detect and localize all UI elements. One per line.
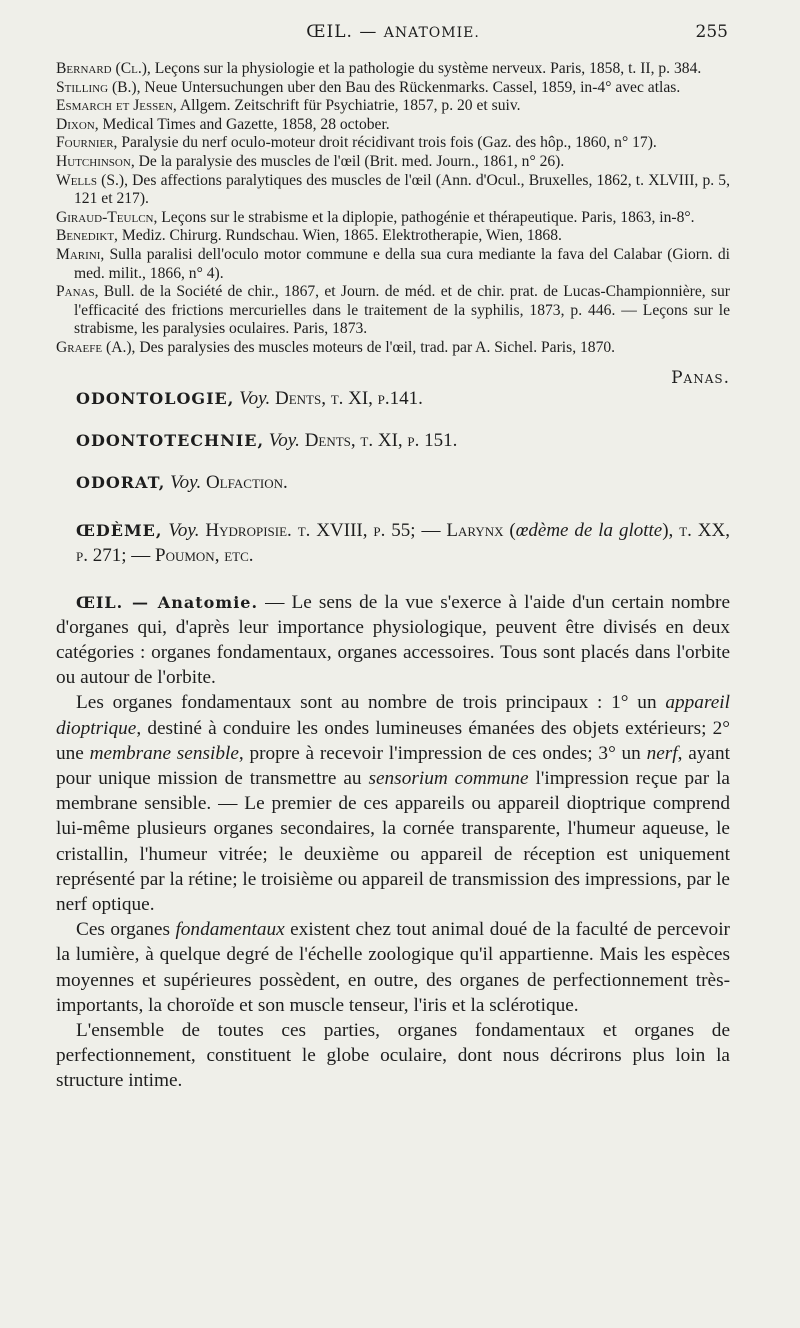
entry-crossref: ), t. XX, p. 271; — Poumon, etc. <box>76 519 731 566</box>
reference-item <box>56 339 730 358</box>
paragraph-text: existent chez tout animal doué de la faculté de percevoir la lumière, à quelque degré de l'échelle zoologique qu'il appartienne. Mais les espèces moyennes et supérieures possèdent, en outre, des organes de perfectionnement très-importants, la choroïde et son muscle tenseur, l'iris et la sclérotique. <box>56 919 730 1016</box>
reference-text: Des affections paralytiques des muscles de l'œil (Ann. d'Ocul., Bruxelles, 1862, t. XLVIII, p. 5, 121 et 217). <box>74 171 730 208</box>
paragraph-term: fondamentaux <box>175 919 285 941</box>
reference-item <box>56 60 730 79</box>
paragraph-text: l'impression reçue par la membrane sensible. — Le premier de ces appareils ou appareil dioptrique comprend lui-même plusieurs organes secondaires, la cornée transparente, l'humeur aqueuse, le cristallin, l'humeur vitrée; le deuxième ou appareil de réception est uniquement représenté par la rétine; le troisième ou appareil de transmission des impressions, par le nerf optique. <box>56 767 730 915</box>
reference-text: Medical Times and Gazette, 1858, 28 october. <box>98 115 390 133</box>
reference-author: Fournier, <box>56 134 118 152</box>
paragraph-text: , ayant pour unique mission de transmettre au <box>56 742 730 789</box>
article-body <box>56 590 730 1094</box>
entry-voy: Voy. <box>168 519 200 541</box>
entry-voy: Voy. <box>239 387 271 409</box>
reference-author: Graefe (A.), <box>56 338 136 356</box>
header-title-main: ŒIL. <box>306 22 353 42</box>
reference-text: Sulla paralisi dell'oculo motor commune e della sua cura mediante la fava del Calabar (Giorn. di med. milit., 1866, n° 4). <box>74 245 730 282</box>
reference-author: Hutchinson, <box>56 152 135 170</box>
header-dash: — <box>359 22 378 42</box>
reference-text: Leçons sur la physiologie et la pathologie du système nerveux. Paris, 1858, t. II, p. 384. <box>150 60 702 77</box>
article-paragraph <box>56 917 730 1018</box>
reference-item <box>56 209 730 228</box>
entry-keyword: ODONTOTECHNIE, <box>76 430 265 450</box>
entry-crossref: Olfaction. <box>205 471 288 493</box>
reference-text: Mediz. Chirurg. Rundschau. Wien, 1865. Elektrotherapie, Wien, 1868. <box>117 227 562 245</box>
reference-text: Paralysie du nerf oculo-moteur droit récidivant trois fois (Gaz. des hôp., 1860, n° 17). <box>117 134 657 152</box>
reference-author: Benedikt, <box>56 227 118 245</box>
entry-crossref-italic: œdème de la glotte <box>515 519 663 541</box>
header-title <box>56 22 730 42</box>
article-paragraph <box>56 690 730 917</box>
entry-keyword: ŒDÈME, <box>76 520 163 540</box>
reference-text: Des paralysies des muscles moteurs de l'œil, trad. par A. Sichel. Paris, 1870. <box>135 338 616 356</box>
entry-keyword: ODONTOLOGIE, <box>76 388 235 408</box>
bibliography <box>56 60 730 358</box>
reference-item <box>56 227 730 246</box>
reference-item <box>56 283 730 339</box>
reference-author: Stilling (B.), <box>56 78 141 96</box>
reference-item <box>56 97 730 116</box>
paragraph-term: nerf <box>646 742 678 764</box>
page-number: 255 <box>695 22 728 42</box>
paragraph-text: , destiné à conduire les ondes lumineuses émanées des objets extérieurs; 2° une <box>56 717 730 764</box>
page <box>56 22 730 1094</box>
reference-item <box>56 134 730 153</box>
reference-author: Giraud-Teulcn, <box>56 208 158 226</box>
reference-author: Esmarch et Jessen, <box>56 97 177 115</box>
article-paragraph <box>56 1018 730 1094</box>
paragraph-term: sensorium commune <box>368 767 529 789</box>
entry-odontologie <box>76 388 730 410</box>
reference-item <box>56 246 730 283</box>
reference-text: Neue Untersuchungen uber den Bau des Rückenmarks. Cassel, 1859, in-4° avec atlas. <box>140 78 681 96</box>
paragraph-text: Ces organes <box>76 919 176 941</box>
reference-text: Bull. de la Société de chir., 1867, et Journ. de méd. et de chir. prat. de Lucas-Championnière, sur l'efficacité des frictions mercurielles dans le traitement de la syphilis, 1873, p. 446. — Leçons sur le strabisme, les paralysies oculaires. Paris, 1873. <box>74 283 730 338</box>
paragraph-text: Les organes fondamentaux sont au nombre de trois principaux : 1° un <box>76 692 666 714</box>
author-signature: Panas. <box>671 367 730 388</box>
running-header <box>56 22 730 48</box>
reference-item <box>56 116 730 135</box>
reference-item <box>56 153 730 172</box>
entry-odontotechnie <box>76 430 730 452</box>
reference-text: Leçons sur le strabisme et la diplopie, pathogénie et thérapeutique. Paris, 1863, in-8°. <box>157 208 695 226</box>
entry-oedeme <box>76 518 730 568</box>
reference-item <box>56 172 730 209</box>
paragraph-term: membrane sensible <box>89 742 239 764</box>
paragraph-text: , propre à recevoir l'impression de ces ondes; 3° un <box>238 742 647 764</box>
entry-odorat <box>76 472 730 494</box>
entry-keyword: ODORAT, <box>76 472 166 492</box>
reference-author: Bernard (Cl.), <box>56 60 151 77</box>
entry-crossref: Dents, t. XI, p.141. <box>274 387 423 409</box>
article-heading: ŒIL. — Anatomie. <box>76 592 259 612</box>
entry-crossref: Dents, t. XI, p. 151. <box>304 429 458 451</box>
reference-author: Wells (S.), <box>56 171 129 189</box>
entry-voy: Voy. <box>268 429 300 451</box>
reference-text: Allgem. Zeitschrift für Psychiatrie, 1857, p. 20 et suiv. <box>176 97 521 115</box>
paragraph-text: L'ensemble de toutes ces parties, organes fondamentaux et organes de perfectionnement, constituent le globe oculaire, dont nous décrirons plus loin la structure intime. <box>56 1019 730 1092</box>
header-title-sub: ANATOMIE. <box>383 25 480 41</box>
article-paragraph <box>56 590 730 691</box>
reference-author: Dixon, <box>56 115 99 133</box>
reference-author: Panas, <box>56 283 99 301</box>
reference-text: De la paralysie des muscles de l'œil (Brit. med. Journ., 1861, n° 26). <box>134 152 565 170</box>
reference-item <box>56 79 730 98</box>
reference-author: Marini, <box>56 245 105 263</box>
entry-crossref: Hydropisie. t. XVIII, p. 55; — Larynx ( <box>205 519 516 541</box>
entry-voy: Voy. <box>170 471 202 493</box>
paragraph-term: appareil dioptrique <box>56 692 730 739</box>
paragraph-text: — Le sens de la vue s'exerce à l'aide d'un certain nombre d'organes qui, d'après leur importance physiologique, peuvent être divisés en deux catégories : organes fondamentaux, organes accessoires. Tous sont placés dans l'orbite ou autour de l'orbite. <box>56 591 731 689</box>
